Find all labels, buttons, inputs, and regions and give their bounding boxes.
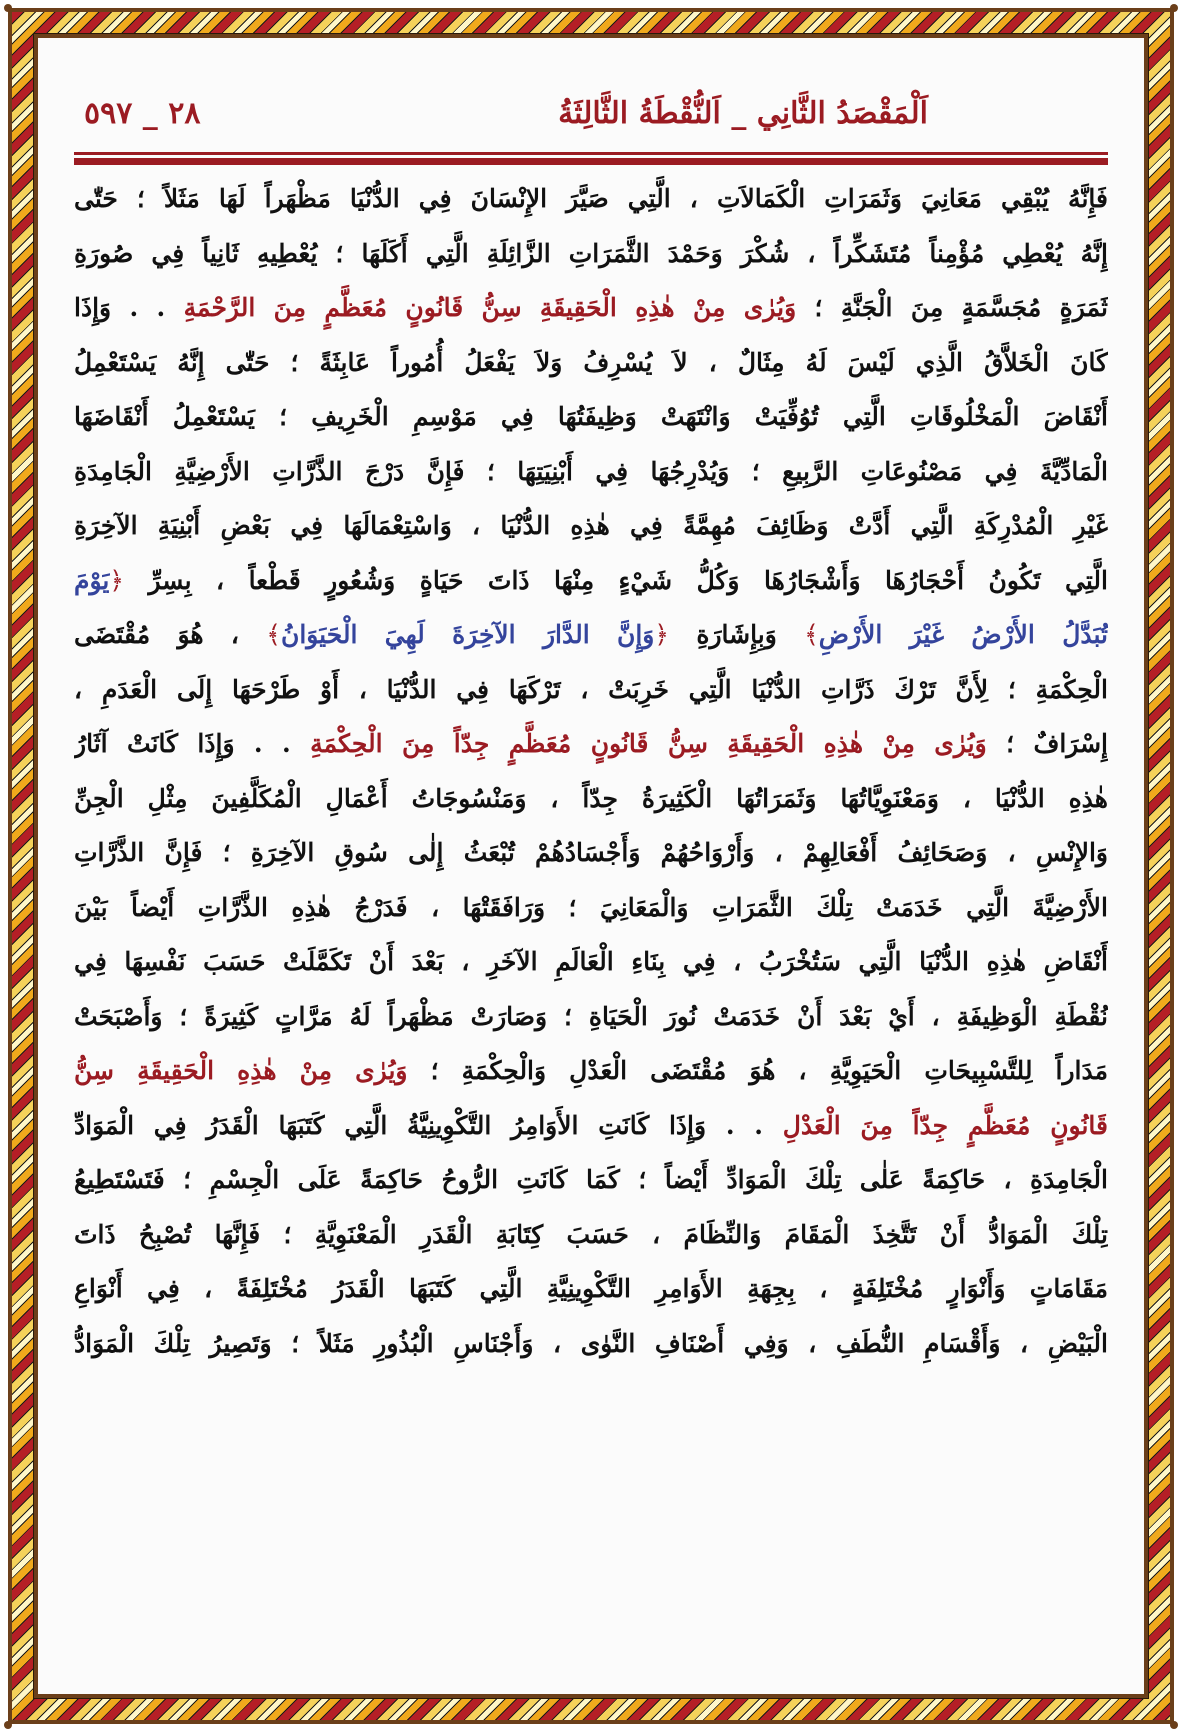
body-text (74, 172, 1108, 1371)
text-line (74, 663, 1108, 718)
quran-verse-text: يَوْمَ (74, 565, 110, 595)
text-segment: نُقْطَةِ الْوَظِيفَةِ ، أَيْ بَعْدَ أَنْ خَدَمَتْ نُورَ الْحَيَاةِ ؛ وَصَارَتْ مَظْهَراً لَهُ مَرَّاتٍ كَثِيرَةً ؛ وَأَصْبَحَتْ (74, 1001, 1108, 1031)
header-rule-thick (74, 158, 1108, 165)
text-segment: وَبِإِشَارَةِ (669, 620, 805, 649)
text-line (74, 445, 1108, 500)
quran-verse-text: وَإِنَّ الدَّارَ الآخِرَةَ لَهِيَ الْحَيَوَانُ (280, 620, 655, 649)
text-line (74, 1208, 1108, 1263)
corner-ornament-icon (4, 1721, 12, 1729)
text-segment: . . وَإِذَا كَانَتْ آثَارُ (74, 729, 311, 758)
page (74, 0, 1108, 1733)
text-line (74, 935, 1108, 990)
highlighted-rule-text: وَيُرٰى مِنْ هٰذِهِ الْحَقِيقَةِ سِنُّ (74, 1056, 408, 1085)
text-segment: ، هُوَ مُقْتَضَى (74, 620, 267, 649)
header-rule-thin (74, 152, 1108, 155)
text-segment: أَنْقَاضِ هٰذِهِ الدُّنْيَا الَّتِي سَتُخْرَبُ ، فِي بِنَاءِ الْعَالَمِ الآخَرِ ، بَعْدَ أَنْ تَكَمَّلَتْ حَسَبَ نَفْسِهَا فِي (74, 947, 1108, 976)
ornate-bracket-icon: ﴾ (804, 620, 819, 649)
text-segment: فَإِنَّهُ يُبْقِي مَعَانِيَ وَثَمَرَاتِ الْكَمَالاَتِ ، الَّتِي صَيَّرَ الإِنْسَانَ فِي الدُّنْيَا مَظْهَراً لَهَا مَثَلاً ؛ حَتّٰى (74, 184, 1108, 213)
text-line (74, 990, 1108, 1045)
highlighted-rule-text: وَيُرٰى مِنْ هٰذِهِ الْحَقِيقَةِ سِنُّ قَانُونٍ مُعَظَّمٍ جِدّاً مِنَ الْحِكْمَةِ (310, 729, 987, 758)
quran-verse-text: تُبَدَّلُ الأَرْضُ غَيْرَ الأَرْضِ (818, 620, 1108, 649)
text-line (74, 1317, 1108, 1372)
text-segment: أَنْقَاضَ الْمَخْلُوقَاتِ الَّتِي تُوُفِّيَتْ وَانْتَهَتْ وَظِيفَتُهَا فِي مَوْسِمِ الْخَرِيفِ ؛ يَسْتَعْمِلُ أَنْقَاضَهَا (74, 402, 1108, 431)
text-segment: الْحِكْمَةِ ؛ لِأَنَّ تَرْكَ ذَرَّاتِ الدُّنْيَا الَّتِي خَرِبَتْ ، تَرْكَهَا فِي الدُّنْيَا ، أَوْ طَرْحَهَا إِلَى الْعَدَمِ ، (74, 674, 1108, 704)
text-segment: . . وَإِذَا كَانَتِ الأَوَامِرُ التَّكْوِينِيَّةُ الَّتِي كَتَبَهَا الْقَدَرُ فِي الْمَوَادِّ (74, 1110, 783, 1140)
corner-ornament-icon (4, 4, 12, 12)
page-number: ٢٨ _ ٥٩٧ (84, 95, 201, 131)
section-title: اَلْمَقْصَدُ الثَّانِي _ اَلنُّقْطَةُ الثَّالِثَةُ (558, 95, 928, 131)
text-segment: غَيْرِ الْمُدْرِكَةِ الَّتِي أَدَّتْ وَظَائِفَ مُهِمَّةً فِي هٰذِهِ الدُّنْيَا ، وَاسْتِعْمَالَهَا فِي بَعْضِ أَبْنِيَةِ الآخِرَةِ (74, 511, 1108, 540)
text-segment: وَالإِنْسِ ، وَصَحَائِفُ أَفْعَالِهِمْ ، وَأَرْوَاحُهُمْ وَأَجْسَادُهُمْ تُبْعَثُ إِلٰى سُوقِ الآخِرَةِ ؛ فَإِنَّ الذَّرَّاتِ (74, 838, 1108, 867)
text-line (74, 281, 1108, 336)
text-line (74, 554, 1108, 609)
ornate-bracket-icon: ﴿ (109, 565, 125, 595)
text-segment: إِنَّهُ يُعْطِي مُؤْمِناً مُتَشَكِّراً ، شُكْرَ وَحَمْدَ الثَّمَرَاتِ الزَّائِلَةِ الَّتِي أَكَلَهَا ؛ يُعْطِيهِ ثَانِياً فِي صُورَةِ (74, 238, 1108, 268)
text-line (74, 881, 1108, 936)
text-line (74, 336, 1108, 391)
text-line (74, 1262, 1108, 1317)
text-segment: إِسْرَافٌ ؛ (986, 729, 1108, 758)
text-segment: ثَمَرَةٍ مُجَسَّمَةٍ مِنَ الْجَنَّةِ ؛ (796, 293, 1108, 322)
text-segment: الْبَيْضِ ، وَأَقْسَامِ النُّطَفِ ، وَفِي أَصْنَافِ النَّوٰى ، وَأَجْنَاسِ الْبُذُورِ مَثَلاً ؛ وَتَصِيرُ تِلْكَ الْمَوَادُّ (74, 1328, 1108, 1358)
text-line (74, 772, 1108, 827)
highlighted-rule-text: وَيُرٰى مِنْ هٰذِهِ الْحَقِيقَةِ سِنُّ قَانُونٍ مُعَظَّمٍ مِنَ الرَّحْمَةِ (183, 293, 797, 322)
ornate-bracket-icon: ﴿ (654, 620, 670, 649)
text-segment: مَدَاراً لِلتَّسْبِيحَاتِ الْحَيَوِيَّةِ ، هُوَ مُقْتَضَى الْعَدْلِ وَالْحِكْمَةِ ؛ (407, 1056, 1108, 1085)
text-line (74, 608, 1108, 663)
corner-ornament-icon (1170, 4, 1178, 12)
text-line (74, 172, 1108, 227)
text-segment: هٰذِهِ الدُّنْيَا ، وَمَعْنَوِيَّاتُهَا وَثَمَرَاتُهَا الْكَثِيرَةُ جِدّاً ، وَمَنْسُوجَاتُ أَعْمَالِ الْمُكَلَّفِينَ مِثْلِ الْجِنِّ (74, 783, 1108, 813)
text-segment: . . وَإِذَا (74, 293, 184, 322)
text-line (74, 227, 1108, 282)
text-line (74, 499, 1108, 554)
text-segment: كَانَ الْخَلاَّقُ الَّذِي لَيْسَ لَهُ مِثَالٌ ، لاَ يُسْرِفُ وَلاَ يَفْعَلُ أُمُوراً عَابِثَةً ؛ حَتّٰى إِنَّهُ يَسْتَعْمِلُ (74, 347, 1108, 377)
text-segment: الْمَادِّيَّةَ فِي مَصْنُوعَاتِ الرَّبِيعِ ؛ وَيُدْرِجُهَا فِي أَبْنِيَتِهَا ؛ فَإِنَّ دَرْجَ الذَّرَّاتِ الأَرْضِيَّةِ الْجَامِدَةِ (74, 456, 1108, 486)
page-header (74, 88, 1108, 138)
text-segment: مَقَامَاتٍ وَأَنْوَارٍ مُخْتَلِفَةٍ ، بِجِهَةِ الأَوَامِرِ التَّكْوِينِيَّةِ الَّتِي كَتَبَهَا الْقَدَرُ مُخْتَلِفَةً ، فِي أَنْوَاعِ (74, 1274, 1108, 1303)
text-segment: الْجَامِدَةِ ، حَاكِمَةً عَلٰى تِلْكَ الْمَوَادِّ أَيْضاً ؛ كَمَا كَانَتِ الرُّوحُ حَاكِمَةً عَلَى الْجِسْمِ ؛ فَتَسْتَطِيعُ (74, 1165, 1108, 1194)
text-line (74, 390, 1108, 445)
text-line (74, 717, 1108, 772)
text-line (74, 1044, 1108, 1099)
text-segment: الَّتِي تَكُونُ أَحْجَارُهَا وَأَشْجَارُهَا وَكُلُّ شَيْءٍ مِنْهَا ذَاتَ حَيَاةٍ وَشُعُورٍ قَطْعاً ، بِسِرِّ (124, 565, 1108, 595)
text-segment: الأَرْضِيَّةَ الَّتِي خَدَمَتْ تِلْكَ الثَّمَرَاتِ وَالْمَعَانِيَ ؛ وَرَافَقَتْهَا ، فَدَرْجُ هٰذِهِ الذَّرَّاتِ أَيْضاً بَيْنَ (74, 892, 1108, 922)
text-line (74, 1099, 1108, 1154)
text-segment: تِلْكَ الْمَوَادُّ أَنْ تَتَّخِذَ الْمَقَامَ وَالنِّظَامَ ، حَسَبَ كِتَابَةِ الْقَدَرِ الْمَعْنَوِيَّةِ ؛ فَإِنَّهَا تُصْبِحُ ذَاتَ (74, 1219, 1108, 1249)
highlighted-rule-text: قَانُونٍ مُعَظَّمٍ جِدّاً مِنَ الْعَدْلِ (782, 1110, 1108, 1140)
ornate-bracket-icon: ﴾ (266, 620, 281, 649)
text-line (74, 826, 1108, 881)
text-line (74, 1153, 1108, 1208)
corner-ornament-icon (1170, 1721, 1178, 1729)
